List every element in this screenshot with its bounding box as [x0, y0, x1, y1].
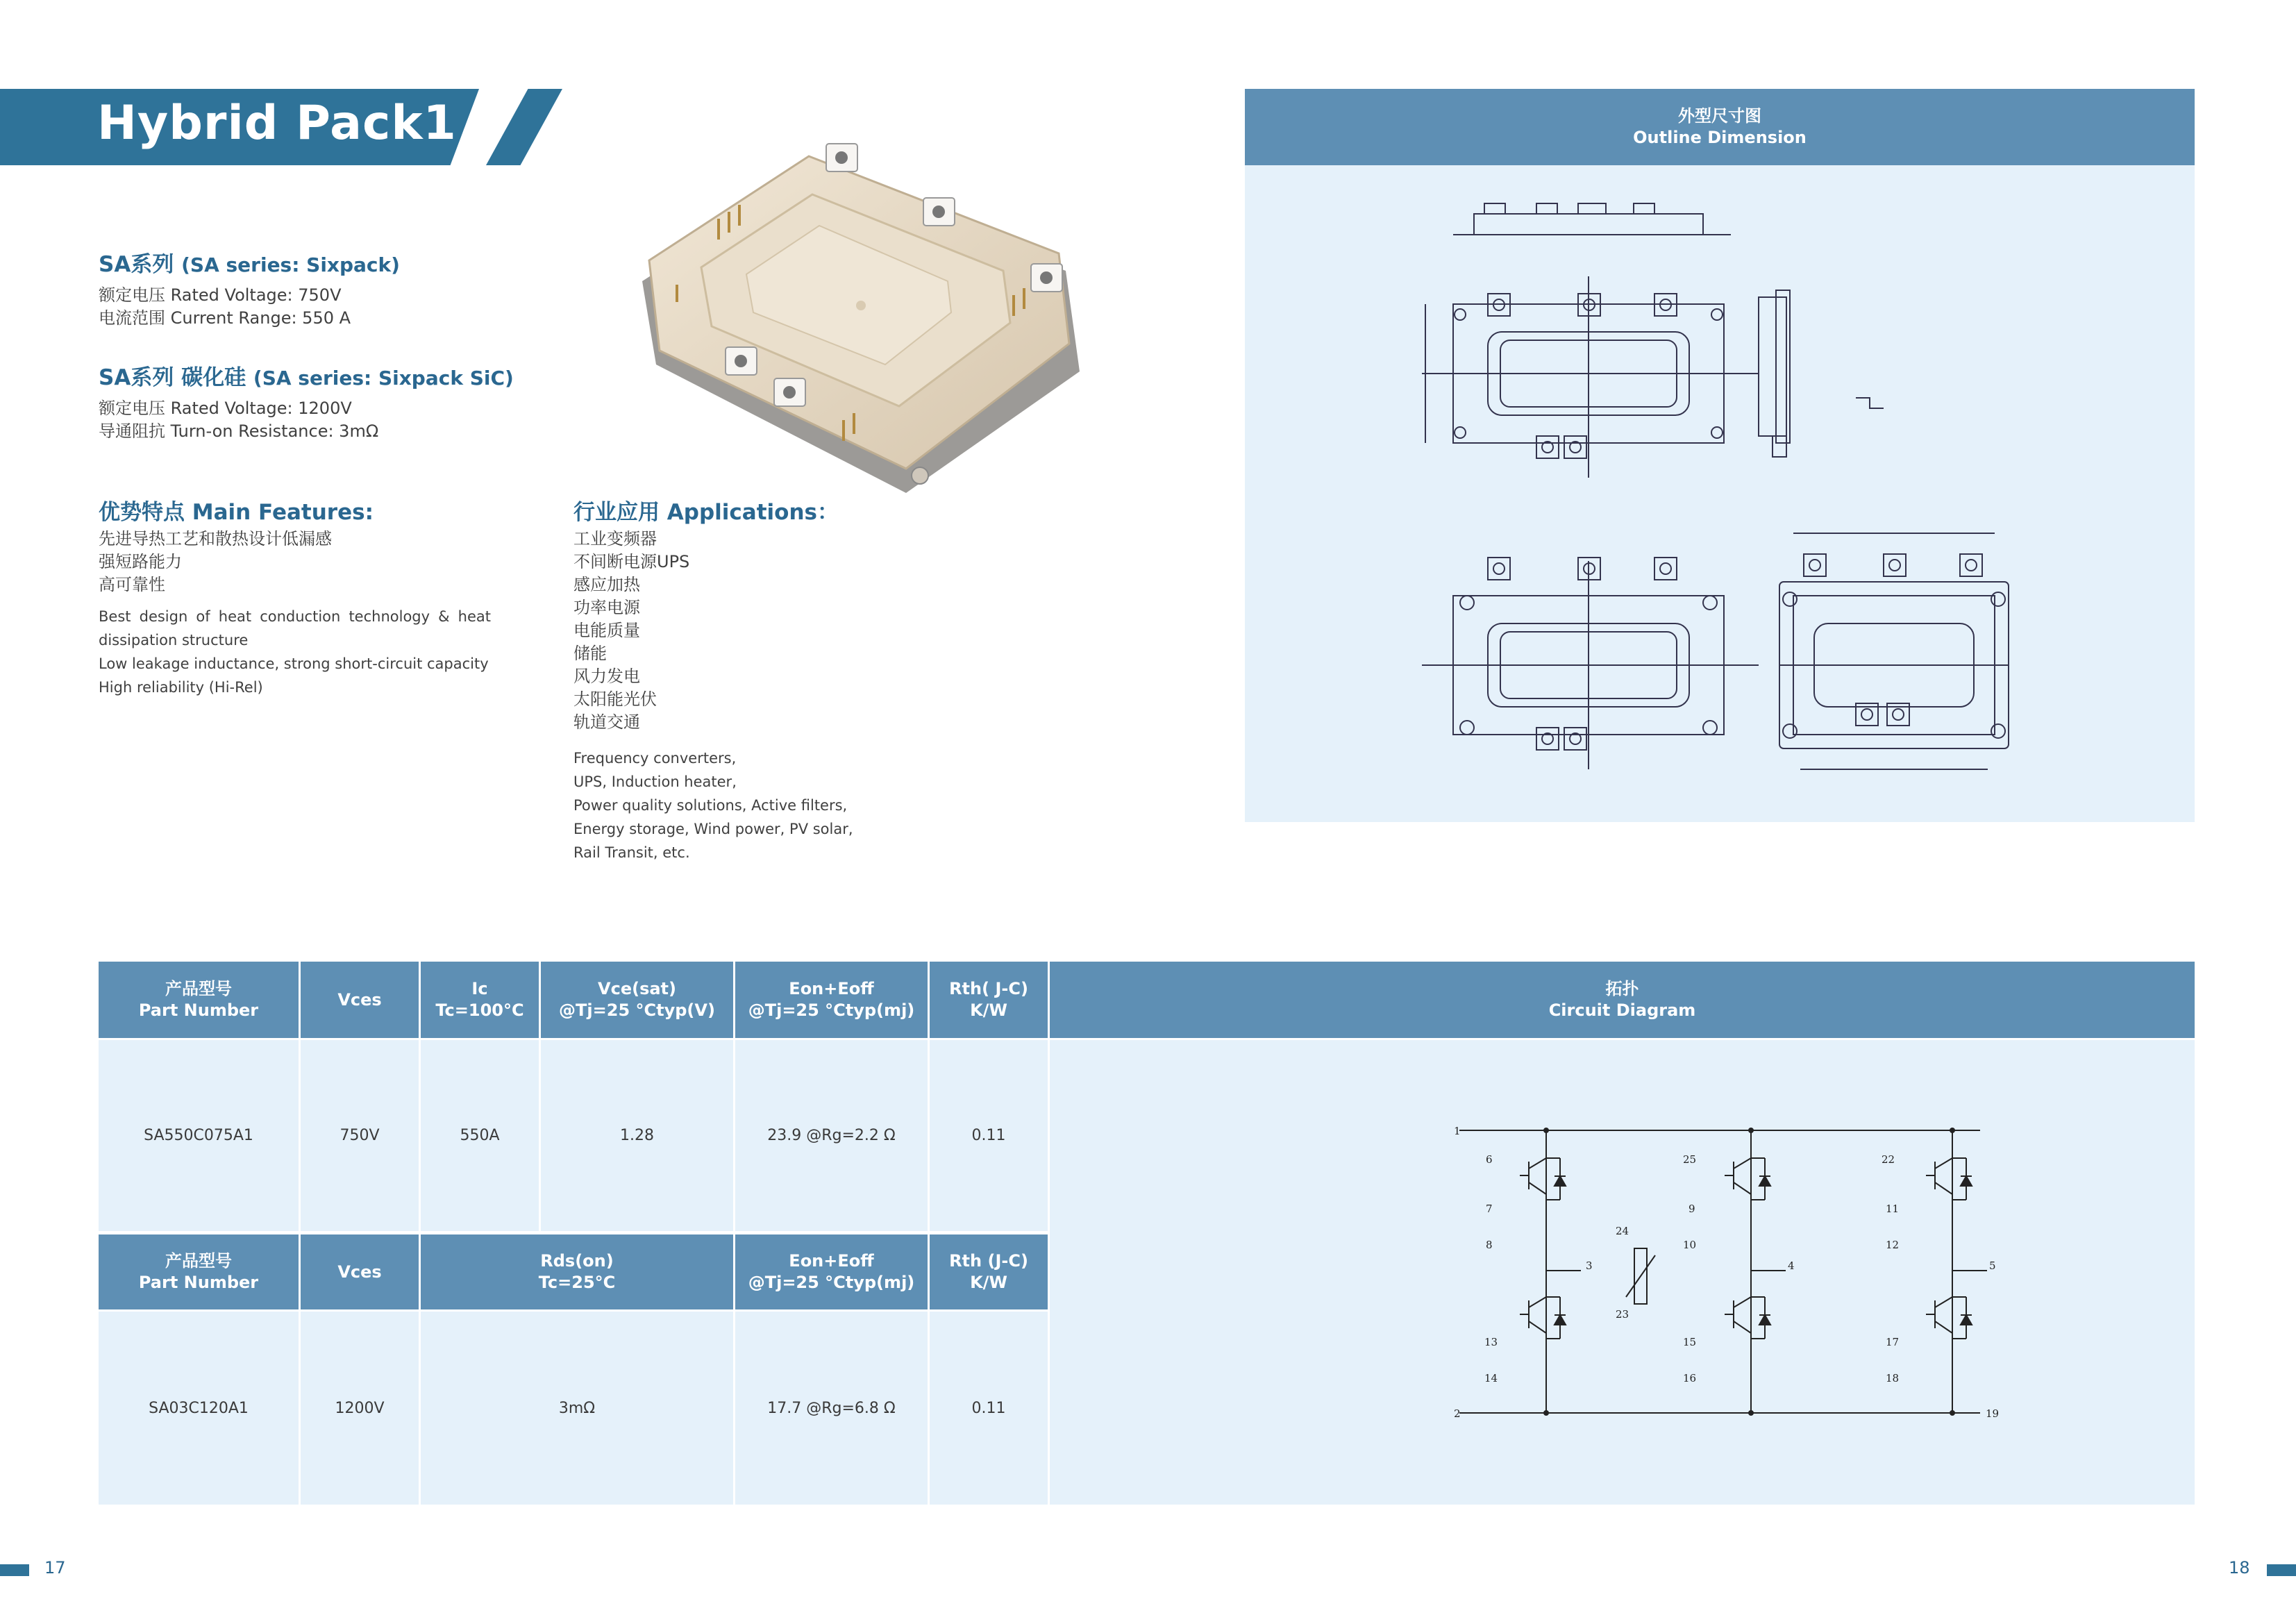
- feature-item-en: Best design of heat conduction technology & heat dissipation structure: [99, 608, 491, 648]
- application-item: 电能质量: [573, 621, 640, 640]
- t2-col-vces: Vces: [301, 1234, 419, 1309]
- pin-label: 13: [1484, 1336, 1498, 1348]
- pin-label: 15: [1683, 1336, 1697, 1348]
- application-item: 不间断电源UPS: [573, 552, 690, 571]
- feature-item: 高可靠性: [99, 575, 165, 594]
- pin-label: 5: [1989, 1259, 1996, 1272]
- product-photo: [635, 142, 1121, 507]
- application-item: 储能: [573, 644, 607, 663]
- feature-item-en: High reliability (Hi-Rel): [99, 679, 263, 696]
- application-item-en: Rail Transit, etc.: [573, 844, 690, 861]
- application-item: 感应加热: [573, 575, 640, 594]
- pin-label: 4: [1788, 1259, 1795, 1272]
- pin-label: 17: [1886, 1336, 1900, 1348]
- t2-col-rth: Rth (J-C) K/W: [930, 1234, 1048, 1309]
- page-number-right: 18: [2229, 1558, 2250, 1577]
- t1-ic: 550A: [421, 1040, 539, 1231]
- feature-item: 强短路能力: [99, 552, 182, 571]
- t2-col-eon-eoff: Eon+Eoff @Tj=25 °Ctyp(mj): [735, 1234, 928, 1309]
- t1-rth: 0.11: [930, 1040, 1048, 1231]
- features-list: [99, 528, 491, 699]
- t2-part-number: SA03C120A1: [99, 1312, 299, 1505]
- pin-label: 9: [1689, 1203, 1695, 1215]
- sa-sic-resistance: 导通阻抗 Turn-on Resistance: 3mΩ: [99, 421, 379, 441]
- applications-heading: 行业应用 Applications：: [573, 500, 839, 525]
- t1-vces: 750V: [301, 1040, 419, 1231]
- pin-label: 25: [1683, 1153, 1697, 1166]
- page-title: Hybrid Pack1: [97, 96, 457, 151]
- circuit-diagram-area: [1050, 1040, 2195, 1505]
- t1-col-rth: Rth( J-C) K/W: [930, 962, 1048, 1038]
- sa-series-current: 电流范围 Current Range: 550 A: [99, 308, 351, 328]
- t1-col-vces: Vces: [301, 962, 419, 1038]
- page-marker-left: [0, 1564, 29, 1576]
- sa-series-heading: SA系列 (SA series: Sixpack): [99, 252, 400, 277]
- pin-label: 19: [1986, 1407, 2000, 1420]
- application-item: 功率电源: [573, 598, 640, 617]
- t2-rth: 0.11: [930, 1312, 1048, 1505]
- circuit-leg: [1725, 1128, 1770, 1415]
- feature-item-en: Low leakage inductance, strong short-circuit capacity: [99, 655, 489, 672]
- pin-label: 2: [1454, 1407, 1461, 1420]
- t1-eon-eoff: 23.9 @Rg=2.2 Ω: [735, 1040, 928, 1231]
- pin-label: 1: [1454, 1125, 1461, 1137]
- pin-label: 24: [1616, 1225, 1629, 1237]
- outline-title-cn: 外型尺寸图: [1678, 106, 1761, 126]
- circuit-leg: [1926, 1128, 1972, 1415]
- application-item: 太阳能光伏: [573, 689, 657, 709]
- pin-label: 10: [1683, 1239, 1697, 1251]
- application-item-en: Frequency converters,: [573, 750, 737, 767]
- pin-label: 3: [1586, 1259, 1593, 1272]
- sa-sic-voltage: 额定电压 Rated Voltage: 1200V: [99, 399, 352, 418]
- t1-col-vcesat: Vce(sat) @Tj=25 °Ctyp(V): [541, 962, 733, 1038]
- t2-eon-eoff: 17.7 @Rg=6.8 Ω: [735, 1312, 928, 1505]
- pin-label: 7: [1486, 1203, 1493, 1215]
- application-item: 工业变频器: [573, 529, 657, 549]
- t2-col-rdson: Rds(on) Tc=25°C: [421, 1234, 733, 1309]
- application-item-en: Power quality solutions, Active filters,: [573, 797, 848, 814]
- application-item-en: Energy storage, Wind power, PV solar,: [573, 821, 853, 837]
- t1-part-number: SA550C075A1: [99, 1040, 299, 1231]
- application-item: 风力发电: [573, 667, 640, 686]
- features-heading: 优势特点 Main Features:: [99, 500, 374, 525]
- page-marker-right: [2267, 1564, 2296, 1576]
- sa-series-voltage: 额定电压 Rated Voltage: 750V: [99, 285, 342, 305]
- pin-label: 18: [1886, 1372, 1900, 1384]
- circuit-leg: [1520, 1128, 1566, 1415]
- sa-sic-heading: SA系列 碳化硅 (SA series: Sixpack SiC): [99, 365, 514, 390]
- t1-vcesat: 1.28: [541, 1040, 733, 1231]
- pin-label: 12: [1886, 1239, 1900, 1251]
- application-item: 轨道交通: [573, 712, 640, 732]
- pin-label: 14: [1484, 1372, 1498, 1384]
- outline-title-en: Outline Dimension: [1633, 128, 1807, 147]
- t2-rdson: 3mΩ: [421, 1312, 733, 1505]
- feature-item: 先进导热工艺和散热设计低漏感: [99, 529, 332, 549]
- pin-label: 6: [1486, 1153, 1493, 1166]
- outline-drawing: [1245, 165, 2195, 822]
- t1-col-part-number: 产品型号 Part Number: [99, 962, 299, 1038]
- page-number-left: 17: [44, 1558, 66, 1577]
- circuit-header: 拓扑 Circuit Diagram: [1050, 962, 2195, 1038]
- application-item-en: UPS, Induction heater,: [573, 773, 737, 790]
- t1-col-ic: Ic Tc=100°C: [421, 962, 539, 1038]
- outline-header: [1245, 89, 2195, 165]
- t2-col-part-number: 产品型号 Part Number: [99, 1234, 299, 1309]
- pin-label: 8: [1486, 1239, 1493, 1251]
- applications-list: [573, 528, 921, 864]
- pin-label: 23: [1616, 1308, 1629, 1321]
- t1-col-eon-eoff: Eon+Eoff @Tj=25 °Ctyp(mj): [735, 962, 928, 1038]
- pin-label: 22: [1882, 1153, 1895, 1166]
- pin-label: 11: [1886, 1203, 1900, 1215]
- t2-vces: 1200V: [301, 1312, 419, 1505]
- title-stripe: [486, 89, 562, 165]
- pin-label: 16: [1683, 1372, 1697, 1384]
